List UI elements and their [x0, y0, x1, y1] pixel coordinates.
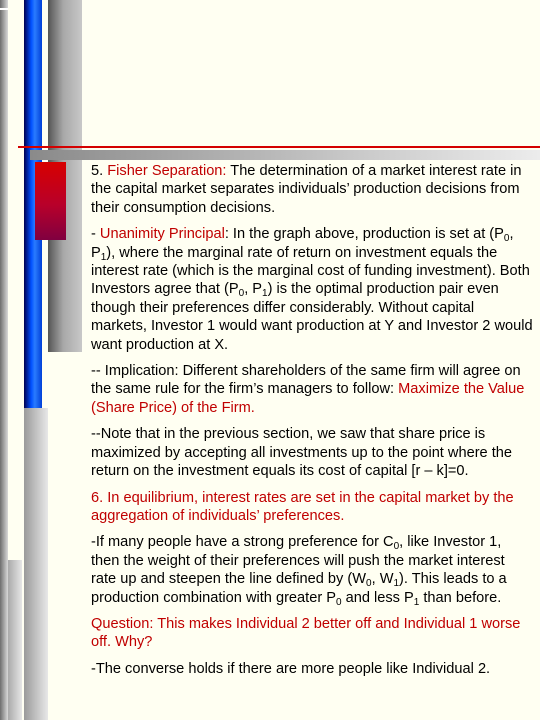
paragraph-implication [91, 362, 533, 417]
subscript: 0 [503, 233, 510, 245]
paragraph-text: -The converse holds if there are more people like Individual 2. [91, 660, 491, 677]
paragraph-text: -- Implication: Different shareholders of the same firm will agree on the same rule for the firm’s managers to follow: [91, 363, 521, 398]
subscript: 0 [238, 288, 245, 300]
subscript: 0 [393, 541, 400, 553]
highlight-maximize-value: Maximize the Value (Share Price) of the Firm. [91, 381, 525, 416]
subscript: 1 [393, 578, 400, 590]
paragraph-text: than before. [419, 589, 502, 606]
decorative-gray-rule [30, 150, 540, 160]
subscript: 1 [100, 251, 107, 263]
subscript: 1 [262, 288, 268, 300]
paragraph-text: and less P [341, 589, 414, 606]
decorative-red-rule [18, 146, 540, 148]
paragraph-text: , like Investor 1, then the weight of their preferences will push the market interest rate up and steepen the line defined by (W [91, 534, 505, 588]
paragraph-lead: - [91, 226, 100, 243]
term-fisher-separation: Fisher Separation: [107, 163, 227, 179]
decorative-gray-bar-lower [24, 408, 48, 720]
paragraph-text: -If many people have a strong preference for C [91, 534, 394, 551]
paragraph-text: 6. In equilibrium, interest rates are set in the capital market by the aggregation of individuals’ preferences. [91, 489, 514, 524]
decorative-red-block [35, 162, 66, 240]
paragraph-equilibrium [91, 489, 533, 526]
subscript: 0 [366, 578, 372, 590]
decorative-gray-bar-outer [0, 0, 8, 720]
paragraph-text: : In the graph above, production is set at (P [224, 226, 504, 243]
slide-body [91, 162, 533, 686]
paragraph-converse [91, 660, 533, 678]
paragraph-note [91, 425, 533, 480]
paragraph-text: , P [91, 226, 514, 261]
decorative-tick [0, 8, 8, 10]
paragraph-text: ) is the optimal production pair even though their preferences differ considerably. Without capital markets, Investor 1 would want production at Y and Investor 2 would want production at X. [91, 281, 533, 353]
paragraph-preference [91, 533, 533, 607]
paragraph-text: --Note that in the previous section, we saw that share price is maximized by accepting all investments up to the point where the return on the investment equals its cost of capital [r – k]=0. [91, 426, 513, 480]
decorative-gray-bar-short [8, 560, 22, 720]
paragraph-text: , P [244, 281, 263, 298]
paragraph-text: , W [371, 571, 394, 588]
paragraph-text: Question: This makes Individual 2 better off and Individual 1 worse off. Why? [91, 615, 521, 651]
paragraph-unanimity-principal [91, 225, 533, 354]
subscript: 0 [336, 596, 342, 608]
paragraph-text: ), where the marginal rate of return on investment equals the interest rate (which is the marginal cost of funding investment). Both Investors agree that (P [91, 244, 530, 298]
paragraph-fisher-separation [91, 162, 533, 217]
item-number: 5. [91, 163, 108, 179]
subscript: 1 [413, 596, 420, 608]
paragraph-text: ). This leads to a production combination with greater P [91, 571, 507, 606]
paragraph-text: The determination of a market interest rate in the capital market separates individuals’ production decisions from their consumption decisions. [91, 163, 522, 216]
term-unanimity-principal: Unanimity Principal [99, 226, 225, 243]
paragraph-question [91, 615, 533, 652]
